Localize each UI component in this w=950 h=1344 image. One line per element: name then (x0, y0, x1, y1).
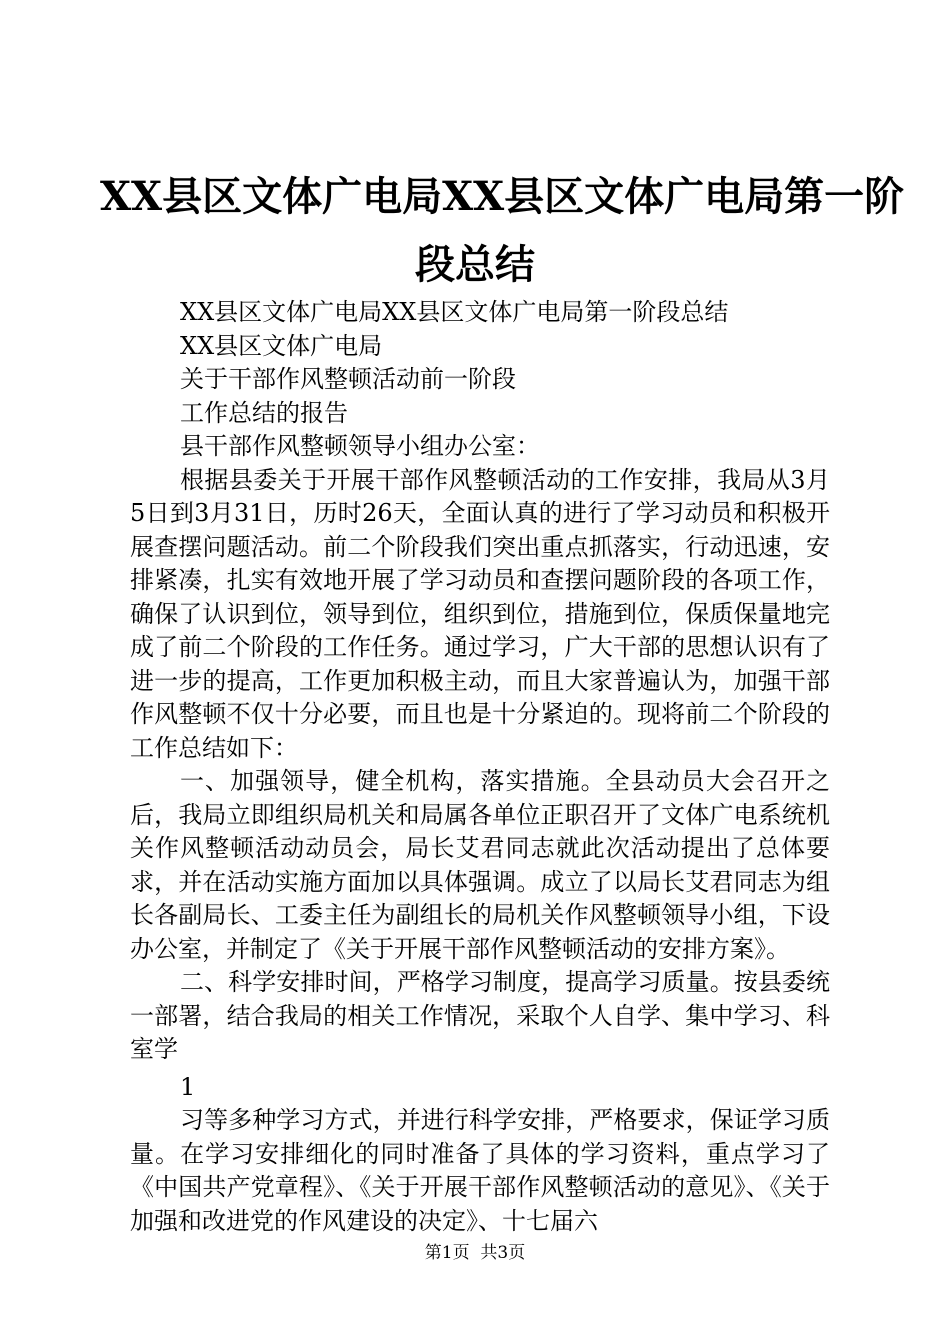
paragraph-report-title: 工作总结的报告 (180, 398, 348, 427)
paragraph-subject: 关于干部作风整顿活动前一阶段 (180, 365, 516, 393)
paragraph-heading-repeat: XX县区文体广电局XX县区文体广电局第一阶段总结 (180, 298, 729, 326)
paragraph-addressee: 县干部作风整顿领导小组办公室： (180, 432, 540, 460)
document-title-line-2: 段总结 (415, 241, 535, 288)
page-footer: 第1页 共3页 (424, 1243, 526, 1263)
document-body (130, 296, 830, 1238)
paragraph-issuer: XX县区文体广电局 (180, 331, 383, 360)
inline-page-number: 1 (180, 1072, 196, 1101)
paragraph-section-1: 一、加强领导，健全机构，落实措施。全县动员大会召开之后，我局立即组织局机关和局属各单位正职召开了文体广电系统机关作风整顿活动动员会，局长艾君同志就此次活动提出了总体要求，并在活动实施方面加以具体强调。成立了以局长艾君同志为组长各副局长、工委主任为副组长的局机关作风整顿领导小组，下设办公室，并制定了《关于开展干部作风整顿活动的安排方案》。 (130, 767, 830, 963)
paragraph-intro: 根据县委关于开展干部作风整顿活动的工作安排，我局从3月5日到3月31日，历时26天，全面认真的进行了学习动员和积极开展查摆问题活动。前二个阶段我们突出重点抓落实，行动迅速，安排紧凑，扎实有效地开展了学习动员和查摆问题阶段的各项工作，确保了认识到位，领导到位，组织到位，措施到位，保质保量地完成了前二个阶段的工作任务。通过学习，广大干部的思想认识有了进一步的提高，工作更加积极主动，而且大家普遍认为，加强干部作风整顿不仅十分必要，而且也是十分紧迫的。现将前二个阶段的工作总结如下： (130, 465, 830, 762)
paragraph-section-2-continued: 习等多种学习方式，并进行科学安排，严格要求，保证学习质量。在学习安排细化的同时准备了具体的学习资料，重点学习了《中国共产党章程》、《关于开展干部作风整顿活动的意见》、《关于加强和改进党的作风建设的决定》、十七届六 (130, 1106, 830, 1235)
paragraph-section-2: 二、科学安排时间，严格学习制度，提高学习质量。按县委统一部署，结合我局的相关工作情况，采取个人自学、集中学习、科室学 (130, 968, 830, 1063)
document-title-line-1: XX县区文体广电局XX县区文体广电局第一阶 (100, 173, 905, 220)
